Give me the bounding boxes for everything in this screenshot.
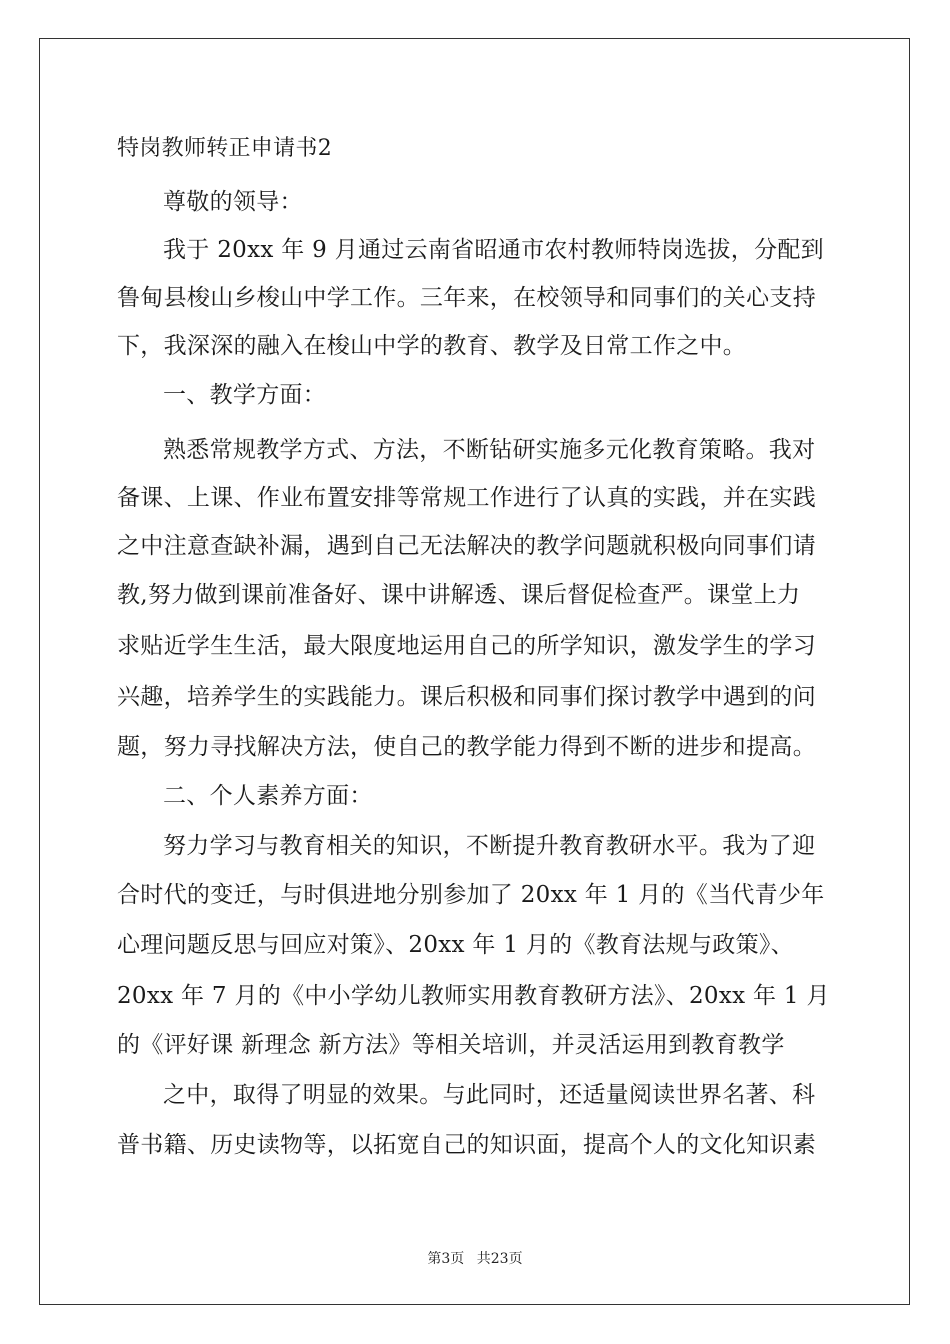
body-line: 备课、上课、作业布置安排等常规工作进行了认真的实践，并在实践 — [117, 485, 816, 511]
body-line: 心理问题反思与回应对策》、20xx 年 1 月的《教育法规与政策》、 — [117, 932, 794, 958]
body-line: 之中注意查缺补漏，遇到自己无法解决的教学问题就积极向同事们请 — [117, 533, 816, 559]
page-total: 共23页 — [476, 1251, 523, 1267]
body-line: 熟悉常规教学方式、方法，不断钻研实施多元化教育策略。我对 — [163, 437, 816, 463]
body-line: 合时代的变迁，与时俱进地分别参加了 20xx 年 1 月的《当代青少年 — [117, 882, 825, 908]
section-heading: 二、个人素养方面： — [163, 783, 373, 809]
body-line: 下，我深深的融入在梭山中学的教育、教学及日常工作之中。 — [117, 333, 747, 359]
body-line: 求贴近学生生活，最大限度地运用自己的所学知识，激发学生的学习 — [117, 633, 816, 659]
body-line: 教,努力做到课前准备好、课中讲解透、课后督促检查严。课堂上力 — [117, 582, 801, 608]
page-border — [39, 38, 910, 1305]
body-line: 努力学习与教育相关的知识，不断提升教育教研水平。我为了迎 — [163, 833, 816, 859]
body-line: 的《评好课 新理念 新方法》等相关培训，并灵活运用到教育教学 — [117, 1032, 785, 1058]
page-number: 第3页 — [427, 1251, 465, 1267]
body-line: 之中，取得了明显的效果。与此同时，还适量阅读世界名著、科 — [163, 1082, 816, 1108]
document-title: 特岗教师转正申请书2 — [117, 136, 332, 161]
salutation: 尊敬的领导： — [163, 189, 303, 215]
body-line: 题，努力寻找解决方法，使自己的教学能力得到不断的进步和提高。 — [117, 734, 816, 760]
body-line: 我于 20xx 年 9 月通过云南省昭通市农村教师特岗选拔，分配到 — [163, 237, 824, 263]
body-line: 普书籍、历史读物等，以拓宽自己的知识面，提高个人的文化知识素 — [117, 1132, 816, 1158]
section-heading: 一、教学方面： — [163, 382, 327, 408]
body-line: 20xx 年 7 月的《中小学幼儿教师实用教育教研方法》、20xx 年 1 月 — [117, 983, 830, 1009]
body-line: 兴趣，培养学生的实践能力。课后积极和同事们探讨教学中遇到的问 — [117, 684, 816, 710]
body-line: 鲁甸县梭山乡梭山中学工作。三年来，在校领导和同事们的关心支持 — [117, 285, 816, 311]
page-footer — [0, 1248, 950, 1268]
